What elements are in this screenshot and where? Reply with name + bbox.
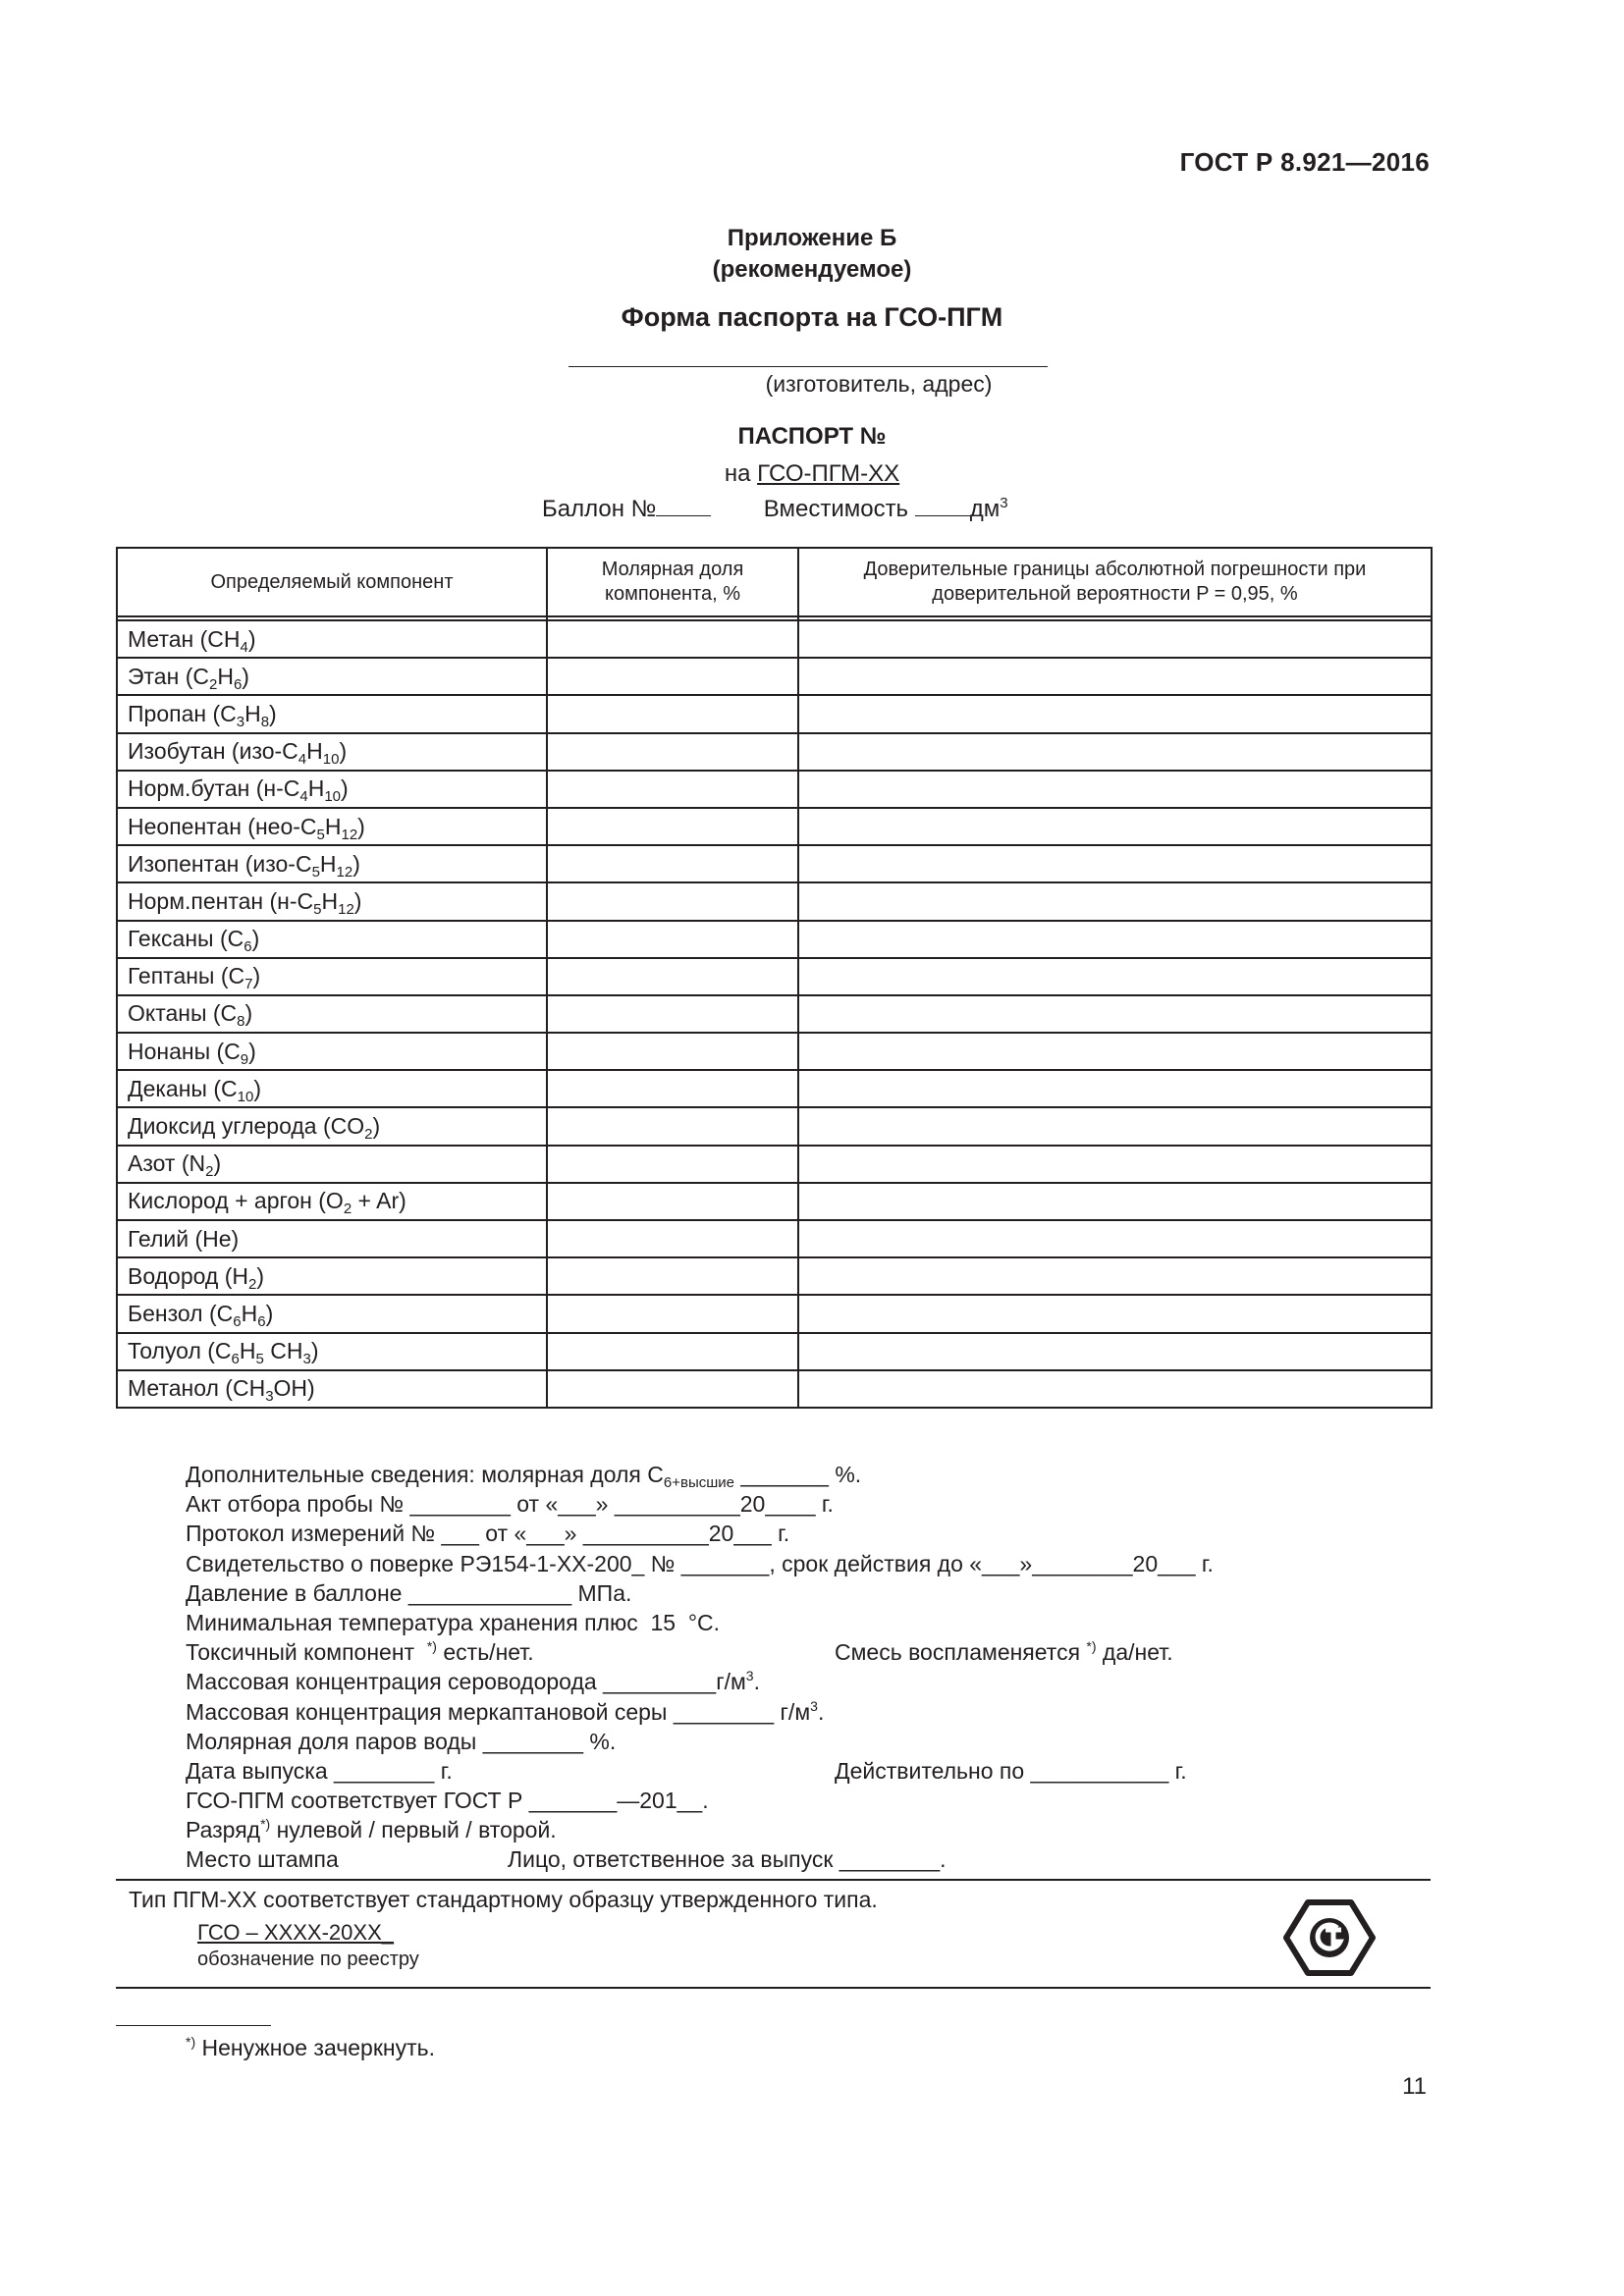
confidence-bounds-cell[interactable]: [798, 845, 1432, 882]
component-name-cell: Изопентан $(изо-C_5H_{12})$: [117, 845, 547, 882]
molar-fraction-cell[interactable]: [547, 771, 798, 808]
info-line-sampling-act: Акт отбора пробы № ________ от «___» __________20____ г.: [186, 1491, 834, 1518]
info-line-mercaptan: Массовая концентрация меркаптановой серы ________ $г/м^3$.: [186, 1697, 825, 1725]
component-name-cell: Метанол $(CH_3OH)$: [117, 1370, 547, 1408]
confidence-bounds-cell[interactable]: [798, 1295, 1432, 1332]
molar-fraction-cell[interactable]: [547, 1146, 798, 1183]
table-row: [117, 1370, 1432, 1408]
molar-fraction-cell[interactable]: [547, 1370, 798, 1408]
info-line-release-date: Дата выпуска ________ г. Действительно по ___________ г.: [186, 1756, 1214, 1786]
cylinder-line: [542, 495, 1008, 523]
footnote: [186, 2035, 435, 2061]
maker-caption: (изготовитель, адрес): [765, 371, 993, 397]
table-row: [117, 1220, 1432, 1257]
component-name-cell: Кислород + аргон $(O_2 + Ar)$: [117, 1183, 547, 1220]
appendix-title: Приложение Б: [727, 225, 897, 251]
components-table: [116, 547, 1433, 1409]
component-name-cell: Нонаны $(C_9)$: [117, 1033, 547, 1070]
component-name-cell: Метан $(CH_4)$: [117, 620, 547, 658]
table-row: [117, 1333, 1432, 1370]
capacity-unit-power: 3: [1000, 495, 1008, 511]
component-name-cell: Деканы $(C_{10})$: [117, 1070, 547, 1107]
molar-fraction-cell[interactable]: [547, 1333, 798, 1370]
component-name-cell: Неопентан $(нео-C_5H_{12})$: [117, 808, 547, 845]
component-name-cell: Норм.бутан $(н-C_4H_{10})$: [117, 771, 547, 808]
header-confidence-bounds: Доверительные границы абсолютной погрешности при доверительной вероятности P = 0,95, %: [798, 548, 1432, 616]
info-responsible: Лицо, ответственное за выпуск ________.: [508, 1846, 947, 1873]
molar-fraction-cell[interactable]: [547, 995, 798, 1033]
component-name-cell: Азот $(N_2)$: [117, 1146, 547, 1183]
document-code: ГОСТ Р 8.921—2016: [1179, 147, 1430, 177]
confidence-bounds-cell[interactable]: [798, 995, 1432, 1033]
confidence-bounds-cell[interactable]: [798, 808, 1432, 845]
molar-fraction-cell[interactable]: [547, 733, 798, 771]
confidence-bounds-cell[interactable]: [798, 1370, 1432, 1408]
table-row: [117, 845, 1432, 882]
info-line-additional: Дополнительные сведения: молярная доля $C_{6+высшие}$ _______ %.: [186, 1462, 862, 1491]
table-row: [117, 958, 1432, 995]
info-line-protocol: Протокол измерений № ___ от «___» __________20___ г.: [186, 1521, 790, 1547]
confidence-bounds-cell[interactable]: [798, 771, 1432, 808]
capacity-blank: [915, 496, 970, 516]
molar-fraction-cell[interactable]: [547, 958, 798, 995]
molar-fraction-cell[interactable]: [547, 1220, 798, 1257]
component-name-cell: Норм.пентан $(н-C_5H_{12})$: [117, 882, 547, 920]
components-table-body: [117, 616, 1432, 1408]
component-name-cell: Пропан $(C_3H_8)$: [117, 695, 547, 732]
component-name-cell: Толуол ($C_6H_5$ $CH_3$): [117, 1333, 547, 1370]
table-row: [117, 1070, 1432, 1107]
table-row: [117, 1033, 1432, 1070]
passport-gso-name: ГСО-ПГМ-ХХ: [757, 460, 900, 487]
table-row: [117, 771, 1432, 808]
component-name-cell: Изобутан $(изо-C_4H_{10})$: [117, 733, 547, 771]
molar-fraction-cell[interactable]: [547, 1295, 798, 1332]
molar-fraction-cell[interactable]: [547, 1257, 798, 1295]
gso-registry-code: ГСО – ХХХХ-20ХХ_: [197, 1920, 394, 1945]
table-row: [117, 733, 1432, 771]
confidence-bounds-cell[interactable]: [798, 658, 1432, 695]
passport-subtitle: [0, 460, 1624, 488]
table-row: [117, 995, 1432, 1033]
info-line-grade: Разряд*) нулевой / первый / второй.: [186, 1816, 557, 1843]
component-name-cell: Водород $(H_2)$: [117, 1257, 547, 1295]
confidence-bounds-cell[interactable]: [798, 958, 1432, 995]
page-number: 11: [1402, 2073, 1427, 2100]
footnote-mark: *): [186, 2034, 196, 2050]
table-row: [117, 882, 1432, 920]
form-title: Форма паспорта на ГСО-ПГМ: [621, 302, 1003, 332]
confidence-bounds-cell[interactable]: [798, 882, 1432, 920]
molar-fraction-cell[interactable]: [547, 658, 798, 695]
info-line-toxic: Токсичный компонент *) есть/нет. Смесь воспламеняется *) да/нет.: [186, 1637, 1214, 1667]
component-name-cell: Этан $(C_2H_6)$: [117, 658, 547, 695]
component-name-cell: Гептаны $(C_7)$: [117, 958, 547, 995]
info-line-gost: ГСО-ПГМ соответствует ГОСТ Р _______—201__.: [186, 1788, 709, 1814]
table-row: [117, 1146, 1432, 1183]
component-name-cell: Гелий (He): [117, 1220, 547, 1257]
molar-fraction-cell[interactable]: [547, 882, 798, 920]
molar-fraction-cell[interactable]: [547, 1070, 798, 1107]
info-line-certificate: Свидетельство о поверке РЭ154-1-ХХ-200_ № _______, срок действия до «___»________20___ г.: [186, 1550, 1214, 1576]
confidence-bounds-cell[interactable]: [798, 1183, 1432, 1220]
molar-fraction-cell[interactable]: [547, 620, 798, 658]
info-line-pressure: Давление в баллоне _____________ МПа.: [186, 1579, 632, 1606]
divider-top: [116, 1879, 1431, 1881]
footnote-rule: [116, 2025, 271, 2026]
table-row: [117, 695, 1432, 732]
confidence-bounds-cell[interactable]: [798, 733, 1432, 771]
table-row: [117, 1257, 1432, 1295]
maker-underline: [568, 366, 1048, 367]
molar-fraction-cell[interactable]: [547, 695, 798, 732]
molar-fraction-cell[interactable]: [547, 1033, 798, 1070]
footnote-text: Ненужное зачеркнуть.: [195, 2035, 436, 2060]
divider-bottom: [116, 1987, 1431, 1989]
info-line-temperature: Минимальная температура хранения плюс 15 °С.: [186, 1609, 721, 1635]
additional-info: [186, 1460, 1214, 1875]
table-row: [117, 808, 1432, 845]
confidence-bounds-cell[interactable]: [798, 1070, 1432, 1107]
confidence-bounds-cell[interactable]: [798, 1257, 1432, 1295]
confidence-bounds-cell[interactable]: [798, 1033, 1432, 1070]
info-line-h2s: Массовая концентрация сероводорода $\_\_\_\_\_\_\_\_\_г/м^3$.: [186, 1668, 760, 1695]
component-name-cell: Гексаны $(C_6)$: [117, 921, 547, 958]
molar-fraction-cell[interactable]: [547, 845, 798, 882]
approval-mark-icon: [1282, 1899, 1377, 1976]
capacity-unit: дм: [969, 496, 1001, 522]
type-statement: Тип ПГМ-ХХ соответствует стандартному образцу утвержденного типа.: [129, 1887, 878, 1912]
cylinder-blank: [656, 496, 711, 516]
confidence-bounds-cell[interactable]: [798, 921, 1432, 958]
table-row: [117, 1107, 1432, 1145]
confidence-bounds-cell[interactable]: [798, 620, 1432, 658]
table-row: [117, 921, 1432, 958]
confidence-bounds-cell[interactable]: [798, 1107, 1432, 1145]
passport-on-prefix: на: [724, 460, 751, 487]
molar-fraction-cell[interactable]: [547, 1107, 798, 1145]
confidence-bounds-cell[interactable]: [798, 1220, 1432, 1257]
molar-fraction-cell[interactable]: [547, 921, 798, 958]
cylinder-label: Баллон №: [542, 496, 657, 522]
info-valid-until: Действительно по ___________ г.: [835, 1757, 1187, 1784]
confidence-bounds-cell[interactable]: [798, 1146, 1432, 1183]
molar-fraction-cell[interactable]: [547, 808, 798, 845]
component-name-cell: Октаны $(C_8)$: [117, 995, 547, 1033]
molar-fraction-cell[interactable]: [547, 1183, 798, 1220]
table-row: [117, 1183, 1432, 1220]
registry-note: обозначение по реестру: [197, 1949, 419, 1970]
component-name-cell: Бензол $(C_6H_6)$: [117, 1295, 547, 1332]
appendix-subtitle: (рекомендуемое): [712, 256, 912, 283]
component-name-cell: Диоксид углерода $(CO_2)$: [117, 1107, 547, 1145]
capacity-label: Вместимость: [763, 496, 909, 522]
info-flammable: Смесь воспламеняется *) да/нет.: [835, 1638, 1173, 1666]
table-row: [117, 1295, 1432, 1332]
confidence-bounds-cell[interactable]: [798, 1333, 1432, 1370]
table-row: [117, 620, 1432, 658]
passport-title: ПАСПОРТ №: [737, 423, 887, 450]
table-row: [117, 658, 1432, 695]
header-molar-fraction: Молярная доля компонента, %: [547, 548, 798, 616]
header-component: Определяемый компонент: [117, 548, 547, 616]
info-line-stamp: Место штампа Лицо, ответственное за выпуск ________.: [186, 1844, 1214, 1874]
confidence-bounds-cell[interactable]: [798, 695, 1432, 732]
info-line-water: Молярная доля паров воды ________ %.: [186, 1728, 617, 1754]
